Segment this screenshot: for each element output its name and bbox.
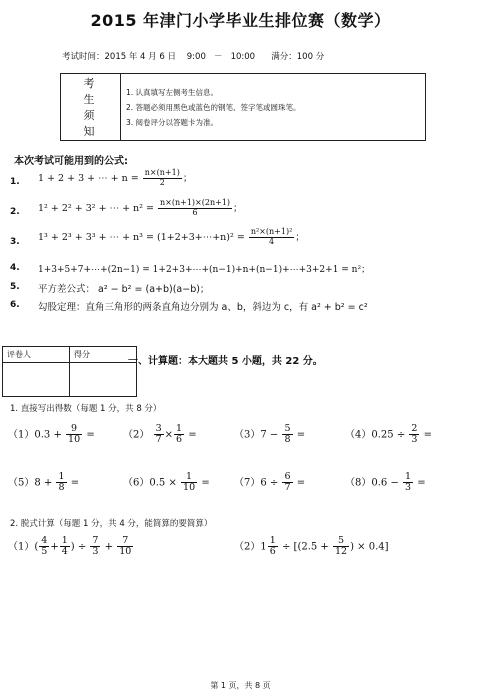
- denominator: 8: [58, 482, 65, 494]
- problem-label: （5）: [8, 477, 35, 489]
- problem-term: 7 −: [260, 429, 279, 441]
- problem-term: 0.3 +: [34, 429, 62, 441]
- notice-items: [121, 74, 426, 141]
- equals-sign: =: [86, 429, 95, 441]
- numerator: 1: [176, 423, 183, 434]
- numerator: 5: [333, 536, 349, 547]
- calc-problem-2: [234, 536, 389, 558]
- problem-term: 0.6 −: [371, 477, 399, 489]
- problem-5: [8, 472, 79, 494]
- formula-3-lhs: 1³ + 2³ + 3³ + ⋯ + n³ = (1+2+3+⋯+n)² =: [38, 231, 245, 243]
- denominator: 7: [155, 434, 162, 446]
- numerator: 7: [92, 535, 99, 546]
- exam-info: 考试时间：2015 年 4 月 6 日 9:00 － 10:00 满分：100 分: [62, 52, 325, 62]
- problem-label: （2）: [234, 541, 261, 553]
- formula-1: 1 + 2 + 3 + ⋯ + n = $\frac{n\times(n+1)}{2}$ ；: [38, 168, 193, 187]
- numerator: 7: [117, 536, 133, 547]
- equals-sign: =: [296, 477, 306, 489]
- problem-term: ) × 0.4]: [350, 541, 389, 553]
- problem-2: [123, 424, 197, 446]
- denominator: 6: [269, 546, 276, 558]
- denominator: 10: [119, 546, 132, 558]
- formula-5: 平方差公式： a² − b² = (a+b)(a−b)；: [38, 284, 210, 295]
- problem-term: 0.25 ÷: [371, 429, 406, 441]
- formula-number: 4.: [10, 263, 20, 273]
- numerator: 1: [58, 471, 65, 482]
- formula-2-lhs: 1² + 2² + 3² + ⋯ + n² =: [38, 202, 154, 214]
- problem-label: （4）: [345, 429, 372, 441]
- numerator: 1: [405, 471, 412, 482]
- question-2-heading: 2. 脱式计算（每题 1 分，共 4 分，能简算的要简算）: [10, 519, 213, 529]
- operator: ×: [164, 429, 173, 441]
- formula-3: 1³ + 2³ + 3³ + ⋯ + n³ = (1+2+3+⋯+n)² = $\frac{\text{n²×(n+1)²}}{4}$ ；: [38, 227, 305, 246]
- notice-label: 考 生 须 知: [61, 74, 121, 141]
- denominator: 8: [284, 434, 291, 446]
- formula-3-denominator: 4: [269, 236, 275, 246]
- equals-sign: =: [296, 429, 306, 441]
- score-header: 得分: [70, 347, 137, 363]
- denominator: 3: [92, 546, 99, 558]
- problem-7: [234, 472, 305, 494]
- numerator: 1: [269, 535, 276, 546]
- equals-sign: =: [201, 477, 210, 489]
- formula-1-denominator: 2: [159, 177, 165, 187]
- denominator: 7: [284, 482, 291, 494]
- denominator: 3: [411, 434, 418, 446]
- page-footer: 第 1 页，共 8 页: [210, 681, 271, 690]
- numerator: 9: [66, 424, 82, 435]
- denominator: 12: [335, 546, 348, 558]
- denominator: 10: [183, 482, 196, 494]
- formula-number: 1.: [10, 177, 20, 187]
- notice-item: 3. 阅卷评分以答题卡为准。: [126, 117, 219, 127]
- formula-1-numerator: n×(n+1): [144, 168, 180, 177]
- denominator: 10: [68, 434, 81, 446]
- problem-6: [123, 472, 210, 494]
- problem-4: [345, 424, 432, 446]
- problem-3: [234, 424, 305, 446]
- problem-label: （7）: [234, 477, 261, 489]
- formula-3-numerator: n²×(n+1)²: [250, 227, 293, 236]
- numerator: 6: [284, 471, 291, 482]
- denominator: 4: [61, 546, 68, 558]
- equals-sign: =: [70, 477, 80, 489]
- formula-1-lhs: 1 + 2 + 3 + ⋯ + n =: [38, 172, 139, 184]
- problem-8: [345, 472, 426, 494]
- grader-cell[interactable]: [3, 363, 70, 397]
- formula-number: 6.: [10, 300, 20, 310]
- numerator: 2: [411, 423, 418, 434]
- formula-number: 2.: [10, 207, 20, 217]
- question-1-heading: 1. 直接写出得数（每题 1 分，共 8 分）: [10, 404, 162, 414]
- formula-number: 5.: [10, 282, 20, 292]
- formula-number: 3.: [10, 237, 20, 247]
- formula-6: 勾股定理：直角三角形的两条直角边分别为 a、b，斜边为 c，有 a² + b² = c²: [38, 302, 368, 313]
- formula-2: 1² + 2² + 3² + ⋯ + n² = $\frac{n\times(n+1)\times(2n+1)}{6}$ ；: [38, 198, 243, 217]
- equals-sign: =: [417, 477, 426, 489]
- problem-label: （1）: [8, 541, 35, 553]
- formula-4: 1+3+5+7+⋯+(2n−1) = 1+2+3+⋯+(n−1)+n+(n−1)+⋯+3+2+1 = n²；: [38, 265, 371, 275]
- problem-term: ÷ [(2.5 +: [281, 541, 329, 553]
- calc-problem-1: （1）( $\frac{4}{5}$ + $\frac{1}{4}$ ) ÷ $\frac{7}{3}$ + $\frac{7}{10}$: [8, 535, 132, 558]
- numerator: 1: [181, 472, 197, 483]
- formulas-heading: 本次考试可能用到的公式:: [14, 156, 128, 167]
- problem-label: （2）: [123, 429, 150, 441]
- denominator: 5: [41, 546, 48, 558]
- numerator: 1: [61, 535, 68, 546]
- formula-2-numerator: n×(n+1)×(2n+1): [160, 198, 231, 207]
- whole-number: 1: [260, 541, 267, 553]
- numerator: 4: [41, 535, 48, 546]
- numerator: 3: [155, 423, 162, 434]
- problem-term: 6 ÷: [260, 477, 279, 489]
- score-box: [2, 346, 137, 397]
- numerator: 5: [284, 423, 291, 434]
- denominator: 3: [405, 482, 412, 494]
- score-cell[interactable]: [70, 363, 137, 397]
- notice-item: 1. 认真填写左侧考生信息。: [126, 87, 219, 97]
- equals-sign: =: [188, 429, 197, 441]
- formula-2-denominator: 6: [192, 207, 198, 217]
- notice-item: 2. 答题必须用黑色或蓝色的钢笔、签字笔或圆珠笔。: [126, 102, 301, 112]
- problem-term: 8 +: [34, 477, 53, 489]
- problem-term: 0.5 ×: [149, 477, 177, 489]
- problem-1: [8, 424, 95, 446]
- problem-label: （3）: [234, 429, 261, 441]
- problem-label: （1）: [8, 429, 35, 441]
- notice-box: [60, 73, 426, 141]
- equals-sign: =: [423, 429, 433, 441]
- denominator: 6: [176, 434, 183, 446]
- grader-header: 评卷人: [3, 347, 70, 363]
- problem-label: （8）: [345, 477, 372, 489]
- problem-label: （6）: [123, 477, 150, 489]
- exam-title: 2015 年津门小学毕业生排位赛（数学）: [90, 11, 391, 30]
- part-1-heading: 一、计算题：本大题共 5 小题，共 22 分。: [128, 356, 323, 367]
